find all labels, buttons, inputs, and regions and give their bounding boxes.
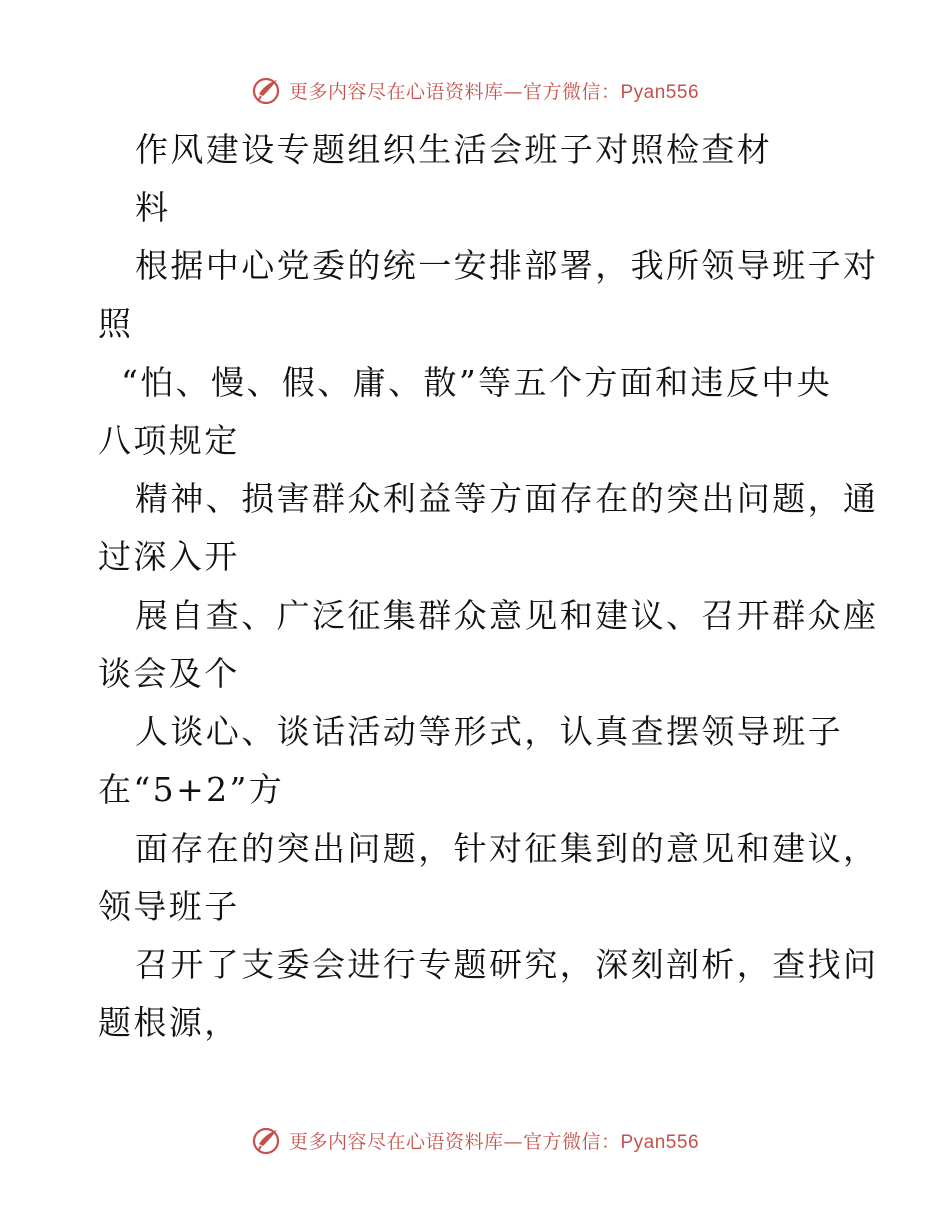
watermark-account: Pyan556 bbox=[620, 81, 700, 103]
watermark-dash: — bbox=[503, 1130, 523, 1153]
watermark-account: Pyan556 bbox=[620, 1131, 700, 1153]
paragraph-line: 面存在的突出问题，针对征集到的意见和建议， bbox=[135, 829, 879, 868]
watermark-brand: 更多内容尽在心语资料库 bbox=[288, 80, 504, 103]
paragraph-line: 人谈心、谈话活动等形式，认真查摆领导班子 bbox=[135, 712, 843, 751]
watermark-top bbox=[0, 70, 950, 110]
title-line-1: 作风建设专题组织生活会班子对照检查材 bbox=[135, 130, 773, 169]
watermark-text bbox=[289, 1127, 699, 1154]
paragraph-line: 根据中心党委的统一安排部署，我所领导班子对 bbox=[135, 246, 879, 285]
watermark-dash: — bbox=[503, 80, 523, 103]
watermark-brand: 更多内容尽在心语资料库 bbox=[288, 1130, 504, 1153]
paragraph-line: 题根源， bbox=[98, 1003, 240, 1042]
paragraph-line: 八项规定 bbox=[98, 421, 240, 460]
title-line-2: 料 bbox=[135, 188, 171, 227]
pen-logo-icon bbox=[251, 1124, 283, 1156]
paragraph-line: 在“5+2”方 bbox=[98, 770, 285, 809]
paragraph-line: 精神、损害群众利益等方面存在的突出问题，通 bbox=[135, 479, 879, 518]
watermark-label: 官方微信： bbox=[522, 80, 621, 103]
paragraph-line: “怕、慢、假、庸、散”等五个方面和违反中央 bbox=[121, 363, 833, 402]
paragraph-line: 展自查、广泛征集群众意见和建议、召开群众座 bbox=[135, 596, 879, 635]
watermark-bottom bbox=[0, 1120, 950, 1160]
watermark-text bbox=[289, 77, 699, 104]
paragraph-line: 照 bbox=[98, 304, 134, 343]
pen-logo-icon bbox=[251, 74, 283, 106]
paragraph-line: 领导班子 bbox=[98, 887, 240, 926]
watermark-label: 官方微信： bbox=[522, 1130, 621, 1153]
paragraph-line: 谈会及个 bbox=[98, 654, 240, 693]
paragraph-line: 过深入开 bbox=[98, 537, 240, 576]
paragraph-line: 召开了支委会进行专题研究，深刻剖析，查找问 bbox=[135, 945, 879, 984]
